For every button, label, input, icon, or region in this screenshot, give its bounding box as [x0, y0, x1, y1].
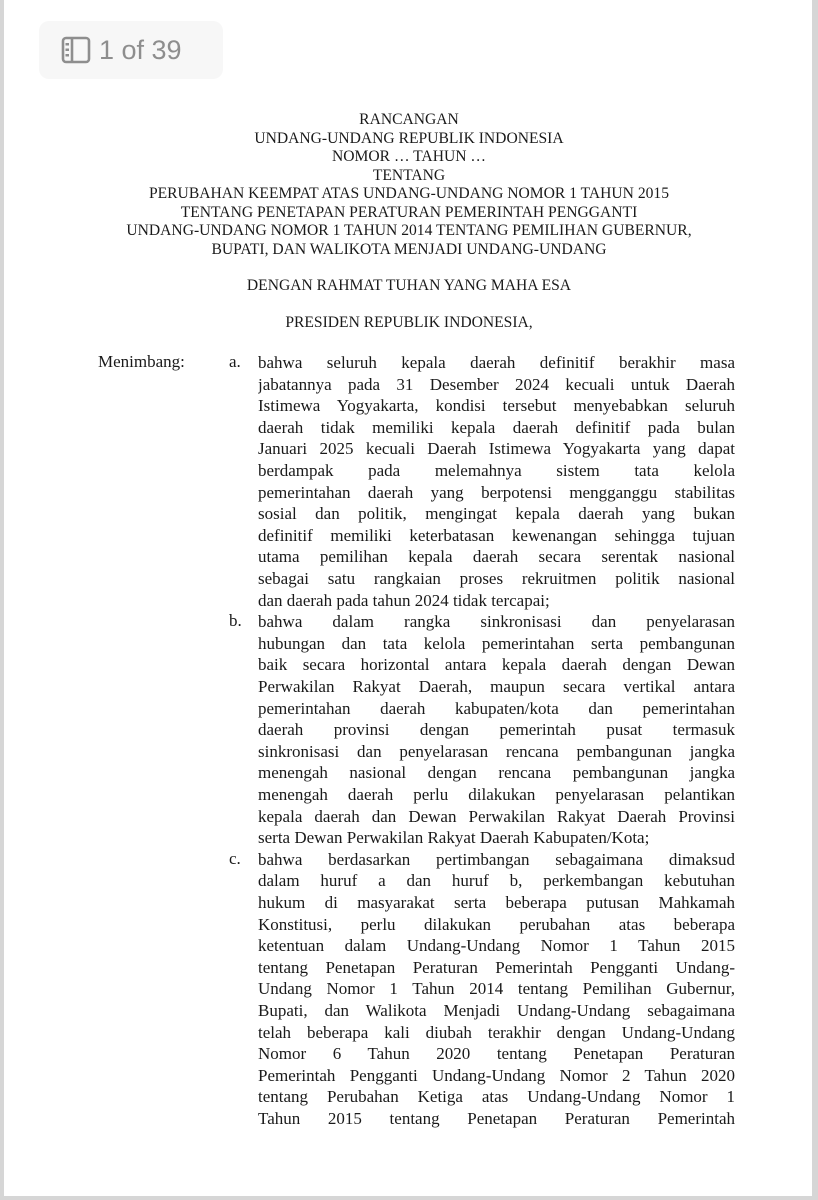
text-line: Perwakilan Rakyat Daerah, maupun secara vertikal antara [258, 676, 735, 696]
text-line: Pemerintah Pengganti Undang-Undang Nomor 2 Tahun 2020 [258, 1065, 735, 1085]
text-line: hukum di masyarakat serta beberapa putusan Mahkamah [258, 892, 735, 912]
title-line: TENTANG [372, 166, 446, 184]
title-line: NOMOR … TAHUN … [332, 148, 486, 165]
text-line: daerah tidak memiliki kepala daerah definitif pada bulan [258, 417, 735, 437]
page-count: 1 of 39 [99, 34, 182, 65]
sidebar-icon [61, 36, 91, 64]
consideration-item [258, 849, 735, 1130]
text-line: hubungan dan tata kelola pemerintahan serta pembangunan [258, 633, 735, 653]
text-line: kepala daerah dan Dewan Perwakilan Rakyat Daerah Provinsi [258, 806, 735, 826]
text-line: Nomor 6 Tahun 2020 tentang Penetapan Peraturan [258, 1044, 735, 1064]
title-line: PERUBAHAN KEEMPAT ATAS UNDANG-UNDANG NOMOR 1 TAHUN 2015 [148, 185, 670, 202]
text-line: Konstitusi, perlu dilakukan perubahan atas beberapa [258, 914, 735, 934]
title-line: TENTANG PENETAPAN PERATURAN PEMERINTAH PENGGANTI [180, 203, 638, 221]
document-title [0, 111, 818, 259]
text-line: dan daerah pada tahun 2024 tidak tercapai; [258, 590, 550, 610]
text-line: utama pemilihan kepala daerah secara serentak nasional [258, 547, 735, 567]
title-line: BUPATI, DAN WALIKOTA MENJADI UNDANG-UNDANG [211, 240, 607, 258]
text-line: ketentuan dalam Undang-Undang Nomor 1 Tahun 2015 [258, 936, 735, 956]
text-line: dalam huruf a dan huruf b, perkembangan kebutuhan [258, 871, 735, 891]
president-heading: PRESIDEN REPUBLIK INDONESIA, [285, 314, 533, 331]
title-line: UNDANG-UNDANG NOMOR 1 TAHUN 2014 TENTANG PEMILIHAN GUBERNUR, [126, 222, 692, 239]
text-line: Tahun 2015 tentang Penetapan Peraturan Pemerintah [258, 1108, 735, 1128]
text-line: daerah provinsi dengan pemerintah pusat termasuk [258, 720, 735, 740]
text-line: jabatannya pada 31 Desember 2024 kecuali untuk Daerah [258, 374, 735, 394]
text-line: tentang Perubahan Ketiga atas Undang-Undang Nomor 1 [258, 1087, 735, 1107]
text-line: menengah nasional dengan rencana pembangunan jangka [258, 763, 735, 783]
text-line: sosial dan politik, mengingat kepala daerah yang bukan [258, 504, 735, 524]
item-label: a. [229, 352, 241, 371]
text-line: tentang Penetapan Peraturan Pemerintah Pengganti Undang- [258, 957, 735, 977]
text-line: Undang Nomor 1 Tahun 2014 tentang Pemilihan Gubernur, [258, 979, 735, 999]
title-line: UNDANG-UNDANG REPUBLIK INDONESIA [254, 129, 564, 147]
item-label: c. [229, 848, 241, 868]
text-line: Bupati, dan Walikota Menjadi Undang-Undang sebagaimana [258, 1000, 735, 1020]
consideration-item [258, 352, 735, 611]
text-line: serta Dewan Perwakilan Rakyat Daerah Kabupaten/Kota; [258, 828, 650, 848]
text-line: berdampak pada melemahnya sistem tata kelola [258, 460, 735, 480]
text-line: telah beberapa kali diubah terakhir dengan Undang-Undang [258, 1022, 735, 1042]
page-indicator[interactable] [39, 21, 223, 79]
text-line: pemerintahan daerah kabupaten/kota dan pemerintahan [258, 698, 735, 718]
text-line: definitif memiliki keterbatasan kewenangan sehingga tujuan [258, 525, 735, 545]
text-line: bahwa seluruh kepala daerah definitif berakhir masa [258, 353, 735, 372]
text-line: Januari 2025 kecuali Daerah Istimewa Yogyakarta yang dapat [258, 439, 735, 459]
invocation: DENGAN RAHMAT TUHAN YANG MAHA ESA [246, 277, 572, 294]
section-label: Menimbang: [98, 352, 185, 371]
text-line: bahwa dalam rangka sinkronisasi dan penyelarasan [258, 612, 735, 632]
item-label: b. [229, 611, 242, 631]
text-line: sinkronisasi dan penyelarasan rencana pembangunan jangka [258, 741, 735, 761]
consideration-item [258, 611, 735, 849]
text-line: pemerintahan daerah yang berpotensi mengganggu stabilitas [258, 482, 735, 502]
text-line: baik secara horizontal antara kepala daerah dengan Dewan [258, 655, 735, 675]
text-line: sebagai satu rangkaian proses rekruitmen politik nasional [258, 568, 735, 588]
text-line: bahwa berdasarkan pertimbangan sebagaimana dimaksud [258, 849, 735, 869]
title-line: RANCANGAN [359, 111, 459, 128]
text-line: menengah daerah perlu dilakukan penyelarasan pelantikan [258, 784, 735, 804]
text-line: Istimewa Yogyakarta, kondisi tersebut menyebabkan seluruh [258, 396, 735, 416]
